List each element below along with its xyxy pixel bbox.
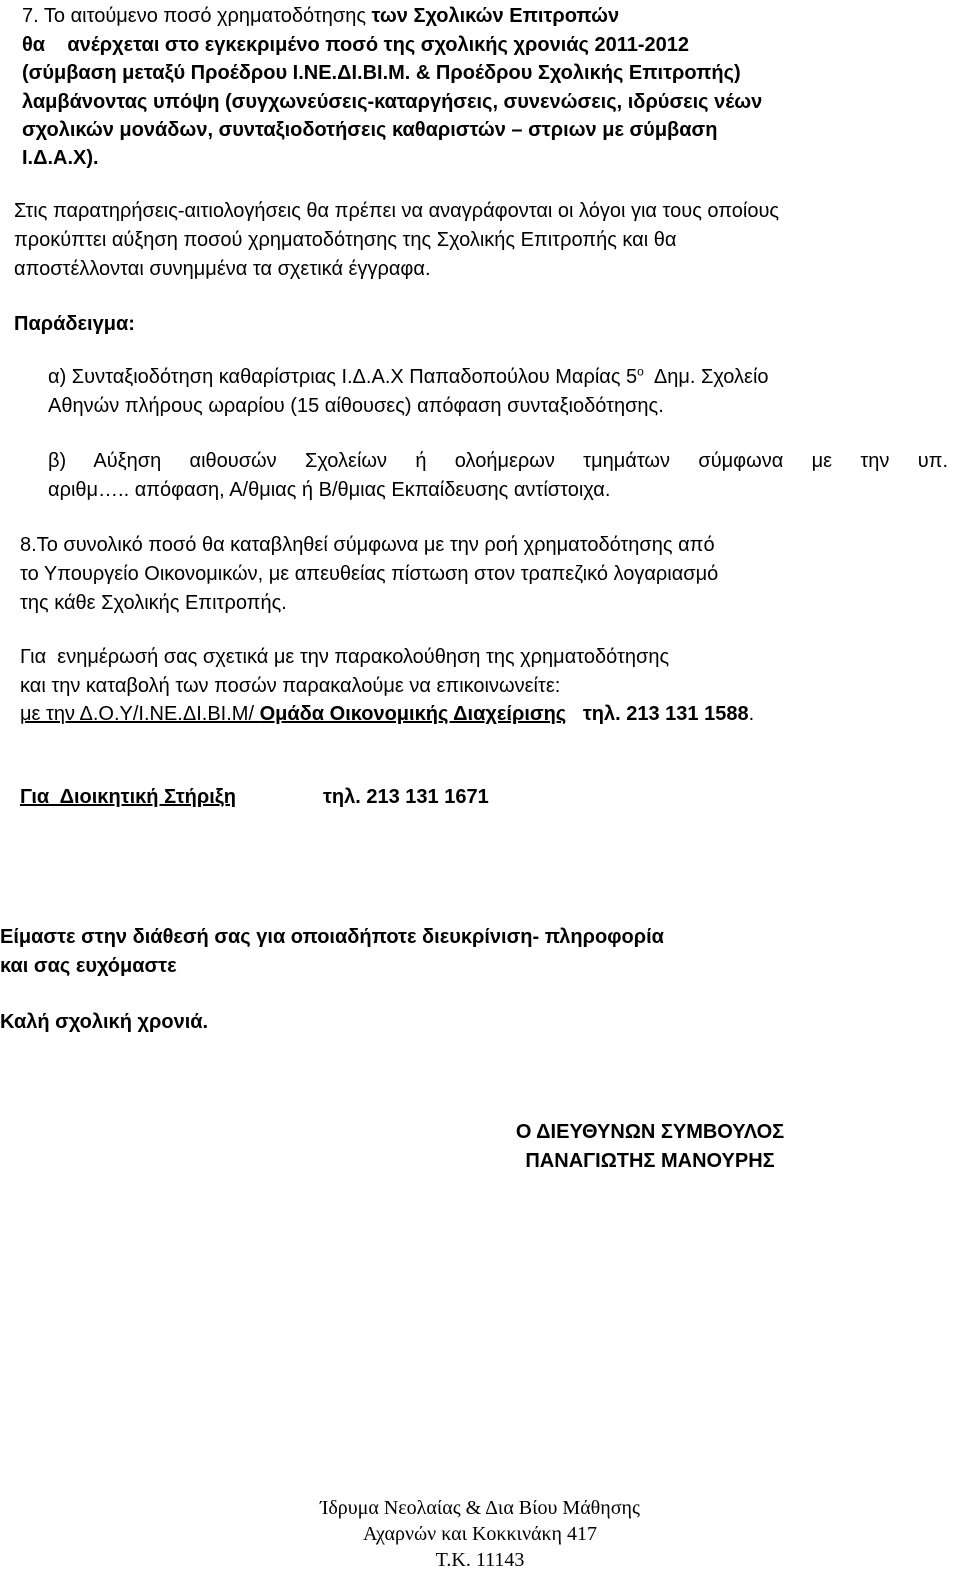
example-b-line1: β) Αύξηση αιθουσών Σχολείων ή ολοήμερων τμημάτων σύμφωνα με την υπ.	[48, 450, 948, 472]
example-a-text-end: Δημ. Σχολείο	[643, 366, 769, 388]
example-b-line2: αριθμ….. απόφαση, Α/θμιας ή Β/θμιας Εκπαίδευσης αντίστοιχα.	[48, 479, 611, 501]
contact-team: Ομάδα Οικονομικής Διαχείρισης	[259, 703, 567, 725]
section7-line3: (σύμβαση μεταξύ Προέδρου Ι.ΝΕ.ΔΙ.ΒΙ.Μ. & Προέδρου Σχολικής Επιτροπής)	[22, 62, 741, 84]
section7-line6: Ι.Δ.Α.Χ).	[22, 147, 99, 169]
section8-line3: της κάθε Σχολικής Επιτροπής.	[20, 592, 287, 614]
footer-address: Αχαρνών και Κοκκινάκη 417	[362, 1523, 597, 1545]
section8-line1: 8.Το συνολικό ποσό θα καταβληθεί σύμφωνα με την ροή χρηματοδότησης από	[20, 534, 715, 556]
section7-line1-bold: των Σχολικών Επιτροπών	[371, 5, 620, 27]
section7-line4: λαμβάνοντας υπόψη (συγχωνεύσεις-καταργήσεις, συνενώσεις, ιδρύσεις νέων	[22, 91, 763, 113]
contact-line3	[20, 702, 754, 726]
remarks-line2: προκύπτει αύξηση ποσού χρηματοδότησης της Σχολικής Επιτροπής και θα	[14, 229, 677, 251]
section8-line2: το Υπουργείο Οικονομικών, με απευθείας πίστωση στον τραπεζικό λογαριασμό	[20, 563, 719, 585]
contact-phone: τηλ. 213 131 1588	[566, 703, 749, 725]
example-a-line1	[48, 365, 769, 389]
closing-line2: και σας ευχόμαστε	[0, 955, 177, 977]
contact-line2: και την καταβολή των ποσών παρακαλούμε να επικοινωνείτε:	[20, 675, 561, 697]
section7-line2: θα ανέρχεται στο εγκεκριμένο ποσό της σχολικής χρονιάς 2011-2012	[22, 34, 690, 56]
section7-line1-text: 7. Το αιτούμενο ποσό χρηματοδότησης	[22, 5, 372, 27]
footer-organization: Ίδρυμα Νεολαίας & Δια Βίου Μάθησης	[320, 1497, 640, 1519]
example-heading: Παράδειγμα:	[14, 313, 135, 335]
remarks-line3: αποστέλλονται συνημμένα τα σχετικά έγγραφα.	[14, 258, 431, 280]
signature-title: Ο ΔΙΕΥΘΥΝΩΝ ΣΥΜΒΟΥΛΟΣ	[515, 1121, 785, 1143]
closing-line3: Καλή σχολική χρονιά.	[0, 1011, 209, 1033]
example-a-text: α) Συνταξιοδότηση καθαρίστριας Ι.Δ.Α.Χ Παπαδοπούλου Μαρίας 5	[48, 366, 638, 388]
closing-line1: Είμαστε στην διάθεσή σας για οποιαδήποτε διευκρίνιση- πληροφορία	[0, 926, 664, 948]
section7-line5: σχολικών μονάδων, συνταξιοδοτήσεις καθαριστών – στριων με σύμβαση	[22, 119, 718, 141]
admin-support-label: Για Διοικητική Στήριξη	[20, 786, 236, 808]
contact-department: με την Δ.Ο.Υ/Ι.ΝΕ.ΔΙ.ΒΙ.Μ/	[20, 703, 260, 725]
example-a-superscript: ο	[637, 364, 644, 379]
signature-name: ΠΑΝΑΓΙΩΤΗΣ ΜΑΝΟΥΡΗΣ	[525, 1150, 775, 1172]
contact-line1: Για ενημέρωσή σας σχετικά με την παρακολούθηση της χρηματοδότησης	[20, 646, 670, 668]
admin-support-phone: τηλ. 213 131 1671	[323, 786, 489, 808]
contact-period: .	[748, 703, 755, 725]
section7-line1	[22, 4, 619, 28]
remarks-line1: Στις παρατηρήσεις-αιτιολογήσεις θα πρέπει να αναγράφονται οι λόγοι για τους οποίους	[14, 200, 780, 222]
footer-postcode: Τ.Κ. 11143	[435, 1549, 525, 1571]
example-a-line2: Αθηνών πλήρους ωραρίου (15 αίθουσες) απόφαση συνταξιοδότησης.	[48, 395, 664, 417]
